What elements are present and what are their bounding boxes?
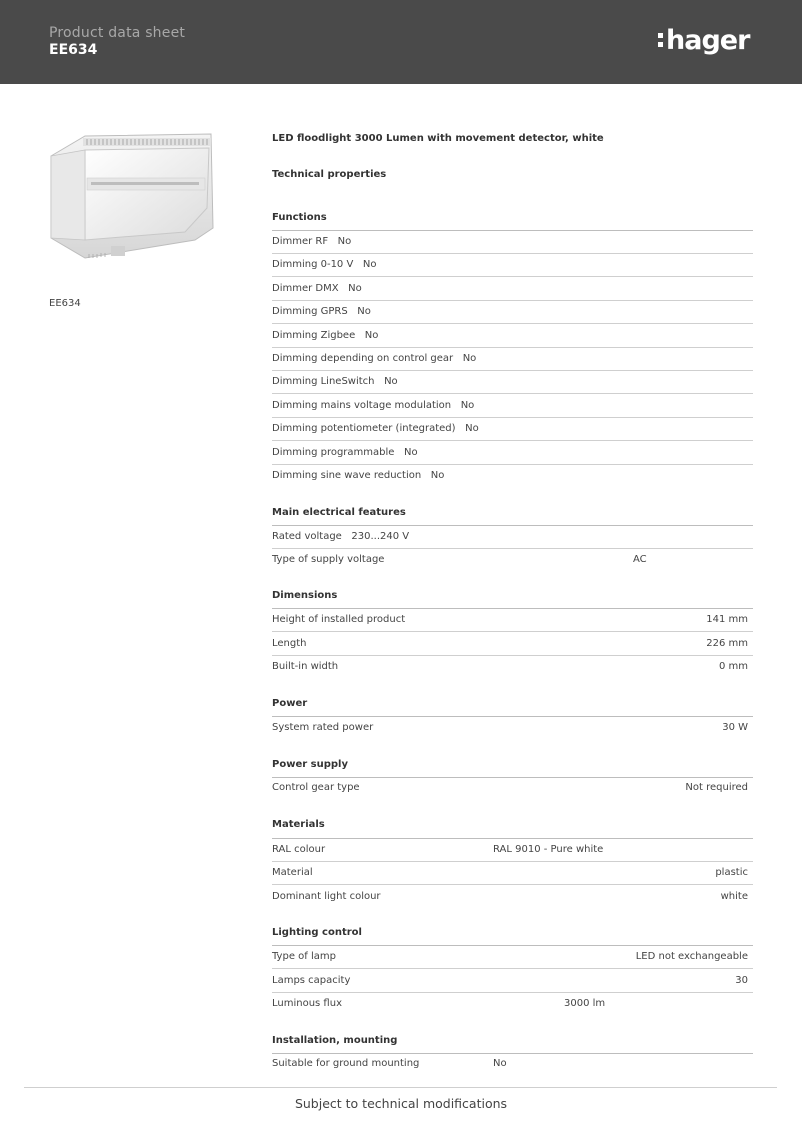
property-value: No xyxy=(493,1058,507,1069)
property-row xyxy=(272,548,753,571)
property-label: Rated voltage 230...240 V xyxy=(272,531,410,542)
property-label: Dimming LineSwitch No xyxy=(272,376,398,387)
property-value: white xyxy=(720,891,748,902)
property-value: 226 mm xyxy=(706,638,748,649)
section-title-electrical: Main electrical features xyxy=(272,507,406,518)
property-value: No xyxy=(403,447,418,458)
property-row xyxy=(272,632,753,656)
property-label: Suitable for ground mounting xyxy=(272,1058,420,1069)
property-row xyxy=(272,525,753,549)
technical-properties-heading: Technical properties xyxy=(272,169,387,180)
property-value: No xyxy=(348,283,362,294)
property-label: Lamps capacity xyxy=(272,975,351,986)
property-row xyxy=(272,253,753,277)
footer-note: Subject to technical modifications xyxy=(294,1096,508,1111)
property-row xyxy=(272,945,753,969)
property-value: No xyxy=(465,423,479,434)
product-image xyxy=(45,128,217,264)
property-label: RAL colour xyxy=(272,844,326,855)
product-title: LED floodlight 3000 Lumen with movement detector, white xyxy=(272,133,604,144)
property-value: 3000 lm xyxy=(564,998,606,1009)
property-row xyxy=(272,277,753,301)
property-label: System rated power xyxy=(272,722,374,733)
property-label: Material xyxy=(272,867,313,878)
property-row xyxy=(272,347,753,371)
property-label: Type of supply voltage xyxy=(272,554,385,565)
property-value: Not required xyxy=(685,782,748,793)
section-title-lighting-control: Lighting control xyxy=(272,927,362,938)
property-row xyxy=(272,861,753,885)
property-row xyxy=(272,230,753,254)
property-label: Dimming GPRS No xyxy=(272,306,371,317)
property-value: No xyxy=(462,353,477,364)
property-row xyxy=(272,300,753,324)
property-label: Dimmer RF No xyxy=(272,236,352,247)
property-row xyxy=(272,776,753,799)
document-type-label: Product data sheet xyxy=(49,25,186,41)
property-value: No xyxy=(384,376,398,387)
property-row xyxy=(272,394,753,418)
property-value: AC xyxy=(633,554,647,565)
property-label: Dominant light colour xyxy=(272,891,381,902)
logo-dots-icon xyxy=(658,31,663,49)
section-title-dimensions: Dimensions xyxy=(272,590,338,601)
property-row xyxy=(272,608,753,632)
property-value: No xyxy=(430,470,445,481)
property-row xyxy=(272,464,753,487)
property-row xyxy=(272,992,753,1015)
section-title-functions: Functions xyxy=(272,212,327,223)
property-value: 230...240 V xyxy=(351,531,410,542)
property-row xyxy=(272,370,753,394)
section-title-materials: Materials xyxy=(272,819,325,830)
property-value: No xyxy=(364,330,379,341)
property-value: 30 W xyxy=(722,722,748,733)
property-value: No xyxy=(337,236,352,247)
property-label: Dimming programmable No xyxy=(272,447,418,458)
property-value: 141 mm xyxy=(706,614,748,625)
property-label: Control gear type xyxy=(272,782,360,793)
page-header xyxy=(0,0,802,84)
property-label: Type of lamp xyxy=(272,951,336,962)
property-row xyxy=(272,885,753,908)
product-code-heading: EE634 xyxy=(49,42,98,58)
property-row xyxy=(272,716,753,739)
property-row xyxy=(272,655,753,678)
property-row xyxy=(272,838,753,862)
property-label: Dimming depending on control gear No xyxy=(272,353,477,364)
property-label: Dimmer DMX No xyxy=(272,283,362,294)
property-row xyxy=(272,417,753,441)
section-title-installation: Installation, mounting xyxy=(272,1035,398,1046)
property-value: 0 mm xyxy=(718,661,748,672)
property-label: Luminous flux xyxy=(272,998,342,1009)
property-value: No xyxy=(460,400,475,411)
property-value: No xyxy=(362,259,377,270)
section-title-power-supply: Power supply xyxy=(272,759,348,770)
property-label: Dimming Zigbee No xyxy=(272,330,379,341)
property-label: Length xyxy=(272,638,307,649)
property-label: Dimming mains voltage modulation No xyxy=(272,400,475,411)
property-row xyxy=(272,441,753,465)
property-value: RAL 9010 - Pure white xyxy=(493,844,604,855)
property-label: Dimming sine wave reduction No xyxy=(272,470,445,481)
product-image-caption: EE634 xyxy=(49,298,81,309)
property-value: 30 xyxy=(735,975,748,986)
hager-logo xyxy=(658,22,749,58)
section-title-power: Power xyxy=(272,698,308,709)
property-label: Dimming potentiometer (integrated) No xyxy=(272,423,479,434)
logo-text: hager xyxy=(666,24,750,56)
property-label: Height of installed product xyxy=(272,614,406,625)
footer-divider xyxy=(24,1087,777,1088)
property-row xyxy=(272,324,753,348)
property-row xyxy=(272,1052,753,1075)
property-value: No xyxy=(357,306,371,317)
property-value: plastic xyxy=(715,867,748,878)
property-label: Dimming 0-10 V No xyxy=(272,259,377,270)
property-value: LED not exchangeable xyxy=(635,951,748,962)
property-label: Built-in width xyxy=(272,661,339,672)
property-row xyxy=(272,969,753,993)
